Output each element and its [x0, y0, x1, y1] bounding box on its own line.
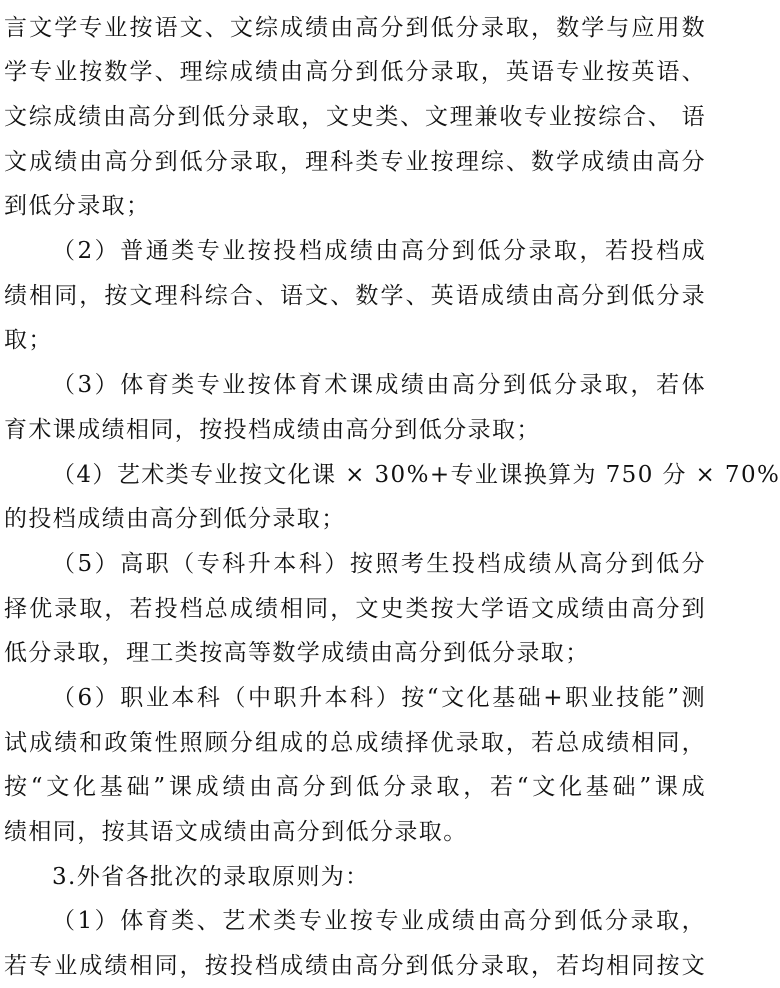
text-line-22: 若专业成绩相同，按投档成绩由高分到低分录取，若均相同按文 [4, 953, 706, 979]
text-line-19: 绩相同，按其语文成绩由高分到低分录取。 [4, 819, 468, 845]
text-line-16: （6）职业本科（中职升本科）按“文化基础+职业技能”测 [52, 685, 706, 711]
text-line-5: 到低分录取； [4, 193, 151, 219]
text-line-8: 取； [4, 327, 53, 353]
text-line-10: 育术课成绩相同，按投档成绩由高分到低分录取； [4, 417, 541, 443]
section-heading: 3.外省各批次的录取原则为： [52, 864, 370, 890]
text-line-1: 言文学专业按语文、文综成绩由高分到低分录取，数学与应用数 [4, 15, 706, 41]
text-line-9: （3）体育类专业按体育术课成绩由高分到低分录取，若体 [52, 372, 706, 398]
text-line-6: （2）普通类专业按投档成绩由高分到低分录取，若投档成 [52, 238, 706, 264]
text-line-14: 择优录取，若投档总成绩相同，文史类按大学语文成绩由高分到 [4, 596, 706, 622]
text-line-21: （1）体育类、艺术类专业按专业成绩由高分到低分录取， [52, 908, 706, 934]
text-line-2: 学专业按数学、理综成绩由高分到低分录取，英语专业按英语、 [4, 59, 706, 85]
text-line-18: 按“文化基础”课成绩由高分到低分录取，若“文化基础”课成 [4, 774, 706, 800]
text-line-17: 试成绩和政策性照顾分组成的总成绩择优录取，若总成绩相同， [4, 730, 706, 756]
text-line-3: 文综成绩由高分到低分录取，文史类、文理兼收专业按综合、 语 [4, 104, 706, 130]
text-line-11: （4）艺术类专业按文化课 × 30%+专业课换算为 750 分 × 70% [52, 462, 780, 488]
text-line-15: 低分录取，理工类按高等数学成绩由高分到低分录取； [4, 640, 590, 666]
text-line-12: 的投档成绩由高分到低分录取； [4, 506, 346, 532]
text-line-13: （5）高职（专科升本科）按照考生投档成绩从高分到低分 [52, 551, 706, 577]
text-line-4: 文成绩由高分到低分录取，理科类专业按理综、数学成绩由高分 [4, 149, 706, 175]
text-line-7: 绩相同，按文理科综合、语文、数学、英语成绩由高分到低分录 [4, 283, 706, 309]
